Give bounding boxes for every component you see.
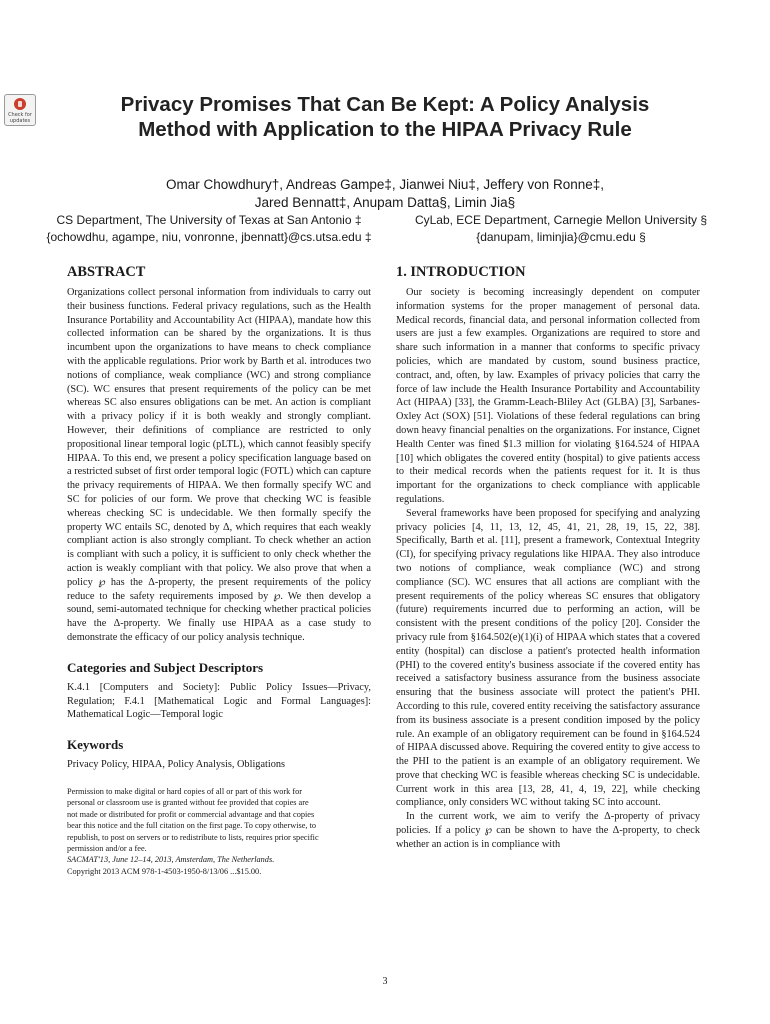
- affiliations: [30, 212, 740, 246]
- email-utsa: {ochowdhu, agampe, niu, vonronne, jbennatt}@cs.utsa.edu ‡: [46, 230, 372, 244]
- keywords-text: Privacy Policy, HIPAA, Policy Analysis, Obligations: [67, 759, 286, 771]
- title-line-2: Method with Application to the HIPAA Privacy Rule: [138, 118, 632, 141]
- intro-paragraph-1: Our society is becoming increasingly dependent on computer information systems for the proper management of personal data. Medical records, financial data, and personal information collected from users are just a few examples. Organizations are required to store and share such information in a manner that conforms to specific privacy policies, which are mandated by custom, sound business practice, contract, and, often, by law. Examples of privacy policies that carry the force of law include the Health Insurance Portability and Accountability Act (HIPAA) [33], the Gramm-Leach-Bliley Act (GLBA) [3], Sarbanes-Oxley Act (SOX) [51]. Violations of these federal regulations can bring down heavy financial penalties on the organizations. For instance, Cignet Health Center was fined $1.3 million for violating §164.524 of HIPAA [10] which obligates the covered entity (hospital) to give patients access to their medical records when the patients request for it. It is thus important for the organizations to check compliance with applicable regulations.: [396, 287, 700, 505]
- abstract-text: Organizations collect personal information from individuals to carry out their business functions. Federal privacy regulations, such as the Health Insurance Portability and Accountability Act (HIPAA), mandate how this collected information can be shared by the organizations. It is thus incumbent upon the organizations to have means to check compliance with the applicable regulations. Prior work by Barth et al. introduces two notions of compliance, weak compliance (WC) and strong compliance (SC). WC ensures that present requirements of the policy can be met whereas SC also ensures obligations can be met. An action is compliant with a privacy policy if it is both weakly and strongly compliant. However, their definitions of compliance are restricted to only propositional linear temporal logic (pLTL), which cannot feasibly specify HIPAA. To this end, we present a policy specification language based on a restricted subset of first order temporal logic (FOTL) which can capture the privacy requirements of HIPAA. We then formally specify WC and SC for policies of our form. We prove that checking WC is feasible whereas checking SC is undecidable. We then formally specify the property WC entails SC, denoted by Δ, which requires that each weakly compliant action is also strongly compliant. To check whether an action is compliant with such a policy, it is sufficient to only check whether the action is weakly compliant with that policy. We also prove that when a policy ℘ has the Δ-property, the present requirements of the policy reduce to the safety requirements imposed by ℘. We then develop a sound, semi-automated technique for checking whether practical policies have the Δ-property. We finally use HIPAA as a case study to demonstrate the efficacy of our policy analysis technique.: [67, 287, 371, 643]
- categories-text: K.4.1 [Computers and Society]: Public Policy Issues—Privacy, Regulation; F.4.1 [Mathematical Logic and Formal Languages]: Mathematical Logic—Temporal logic: [67, 681, 371, 721]
- introduction-heading: 1. INTRODUCTION: [396, 264, 526, 280]
- intro-paragraph-2: Several frameworks have been proposed for specifying and analyzing privacy policies [4, 11, 13, 12, 45, 41, 21, 28, 19, 15, 22, 38]. Specifically, Barth et al. [11], present a framework, Contextual Integrity (CI), for specifying privacy regulations like HIPAA. They also introduce two notions of compliance, weak compliance (WC) and strong compliance (SC). WC ensures that all actions are compliant with the present requirements of the policy whereas SC ensures that obligatory (future) requirements incurred due to performing an action, will be consistent with the present conditions of the policy [20]. Consider the privacy rule from §164.502(e)(1)(i) of HIPAA which states that a covered entity (hospital) can disclose a patient's protected health information (PHI) to the covered entity's business associate if the covered entity has received a satisfactory business assurance from the business associate ensuring that the business associate will protect the patient's PHI. According to this rule, covered entity receiving the satisfactory assurance from its business associate is a present condition imposed by the policy rule. An example of an obligatory requirement can be found in §164.524 of HIPAA discussed above. Requiring the covered entity to give access to the PHI to the patient is an example of an obligatory requirement. We prove that checking WC is feasible whereas checking SC is undecidable. Current work in this area [13, 28, 41, 4, 19, 22], while checking compliance, only considers WC without taking SC into account.: [396, 507, 700, 809]
- author-line-1: Omar Chowdhury†, Andreas Gampe‡, Jianwei Niu‡, Jeffery von Ronne‡,: [166, 177, 604, 192]
- left-column: [67, 262, 371, 877]
- affiliation-cmu: CyLab, ECE Department, Carnegie Mellon University §: [414, 213, 708, 227]
- paper-title: [40, 92, 730, 142]
- intro-paragraph-3: In the current work, we aim to verify the Δ-property of privacy policies. If a policy ℘ can be shown to have the Δ-property, to check whether an action is in compliance with: [396, 811, 700, 850]
- title-line-1: Privacy Promises That Can Be Kept: A Policy Analysis: [120, 93, 650, 116]
- author-list: [40, 176, 730, 212]
- email-cmu: {danupam, liminjia}@cmu.edu §: [476, 230, 646, 244]
- author-line-2: Jared Bennatt‡, Anupam Datta§, Limin Jia§: [254, 195, 516, 210]
- check-for-updates-badge[interactable]: [4, 94, 36, 126]
- abstract-heading: ABSTRACT: [67, 264, 146, 280]
- permission-notice: Permission to make digital or hard copies of all or part of this work for personal or classroom use is granted without fee provided that copies are not made or distributed for profit or commercial advantage and that copies bear this notice and the full citation on the first page. To copy otherwise, to republish, to post on servers or to redistribute to lists, requires prior specific permission and/or a fee. SACMAT'13, June 12–14, 2013, Amsterdam, The Netherlands. Copyright 2013 ACM 978-1-4503-1950-8/13/06 ...$15.00.: [67, 786, 319, 876]
- keywords-heading: Keywords: [67, 737, 124, 753]
- badge-label: Check for updates: [8, 112, 32, 124]
- bookmark-icon: [14, 98, 26, 110]
- affiliation-utsa: CS Department, The University of Texas at San Antonio ‡: [56, 213, 362, 227]
- page-number: 3: [382, 976, 388, 987]
- right-column: [396, 262, 700, 852]
- categories-heading: Categories and Subject Descriptors: [67, 659, 264, 675]
